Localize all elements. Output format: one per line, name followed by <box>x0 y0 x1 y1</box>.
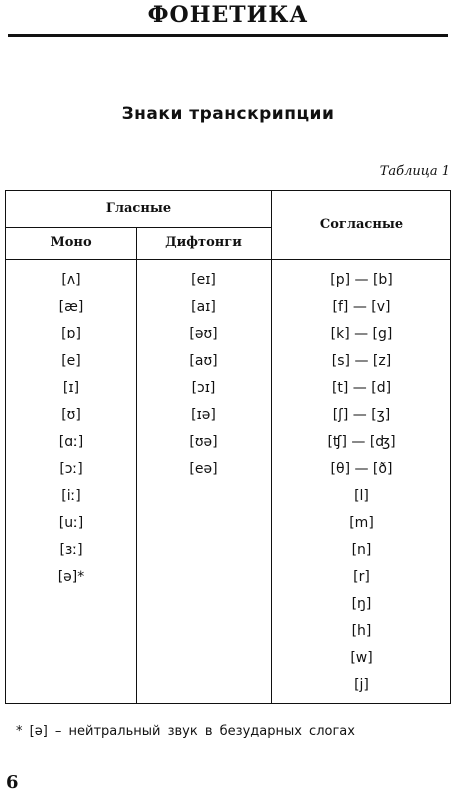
header-diphthongs: Дифтонги <box>165 235 242 250</box>
consonant-cell: [w] <box>350 650 373 666</box>
header-rule <box>8 34 448 37</box>
diphthong-cell: [aɪ] <box>191 299 216 315</box>
mono-cell: [ɜː] <box>59 542 83 558</box>
diphthong-cell: [ɔɪ] <box>191 380 216 396</box>
table-caption: Таблица 1 <box>379 164 450 179</box>
section-title: Знаки транскрипции <box>121 104 335 124</box>
consonant-cell: [θ] — [ð] <box>330 461 393 477</box>
diphthong-cell: [eɪ] <box>191 272 216 288</box>
mono-cell: [ɪ] <box>62 380 80 396</box>
mono-cell: [e] <box>61 353 81 369</box>
mono-column <box>6 261 136 701</box>
diphthong-cell: [eə] <box>189 461 218 477</box>
diphthong-cell: [əʊ] <box>189 326 218 342</box>
mono-cell: [ə]* <box>57 569 85 585</box>
consonant-cell: [l] <box>354 488 369 504</box>
mono-cell: [ʊ] <box>61 407 81 423</box>
mono-cell: [uː] <box>58 515 84 531</box>
header-consonants: Согласные <box>319 217 404 232</box>
consonant-cell: [m] <box>349 515 374 531</box>
consonant-cell: [t] — [d] <box>331 380 392 396</box>
header-vowels: Гласные <box>105 201 172 216</box>
footnote: * [ə] – нейтральный звук в безударных слогах <box>16 724 355 739</box>
mono-cell: [ɔː] <box>59 461 83 477</box>
diphthong-cell: [aʊ] <box>189 353 218 369</box>
table-rule-vowels <box>6 227 271 228</box>
table-rule-header <box>6 259 450 260</box>
transcription-table <box>5 190 451 704</box>
mono-cell: [ʌ] <box>61 272 81 288</box>
diphthong-cell: [ɪə] <box>191 407 216 423</box>
mono-cell: [æ] <box>58 299 84 315</box>
page-header-title: ФОНЕТИКА <box>147 2 309 28</box>
consonant-cell: [ŋ] <box>351 596 372 612</box>
consonant-cell: [r] <box>353 569 370 585</box>
consonant-cell: [f] — [v] <box>332 299 391 315</box>
consonant-cell: [ʧ] — [ʤ] <box>327 434 396 450</box>
mono-cell: [ɒ] <box>61 326 81 342</box>
consonant-cell: [h] <box>351 623 372 639</box>
mono-cell: [ɑː] <box>58 434 84 450</box>
consonant-cell: [n] <box>351 542 372 558</box>
consonant-cell: [ʃ] — [ʒ] <box>332 407 391 423</box>
consonant-cell: [p] — [b] <box>330 272 393 288</box>
mono-cell: [iː] <box>61 488 81 504</box>
diphthong-cell: [ʊə] <box>189 434 218 450</box>
header-mono: Моно <box>50 235 92 250</box>
consonants-column <box>271 261 452 701</box>
consonant-cell: [k] — [g] <box>330 326 393 342</box>
consonant-cell: [j] <box>354 677 369 693</box>
consonant-cell: [s] — [z] <box>331 353 392 369</box>
diphthongs-column <box>136 261 271 701</box>
page-number: 6 <box>6 772 19 793</box>
